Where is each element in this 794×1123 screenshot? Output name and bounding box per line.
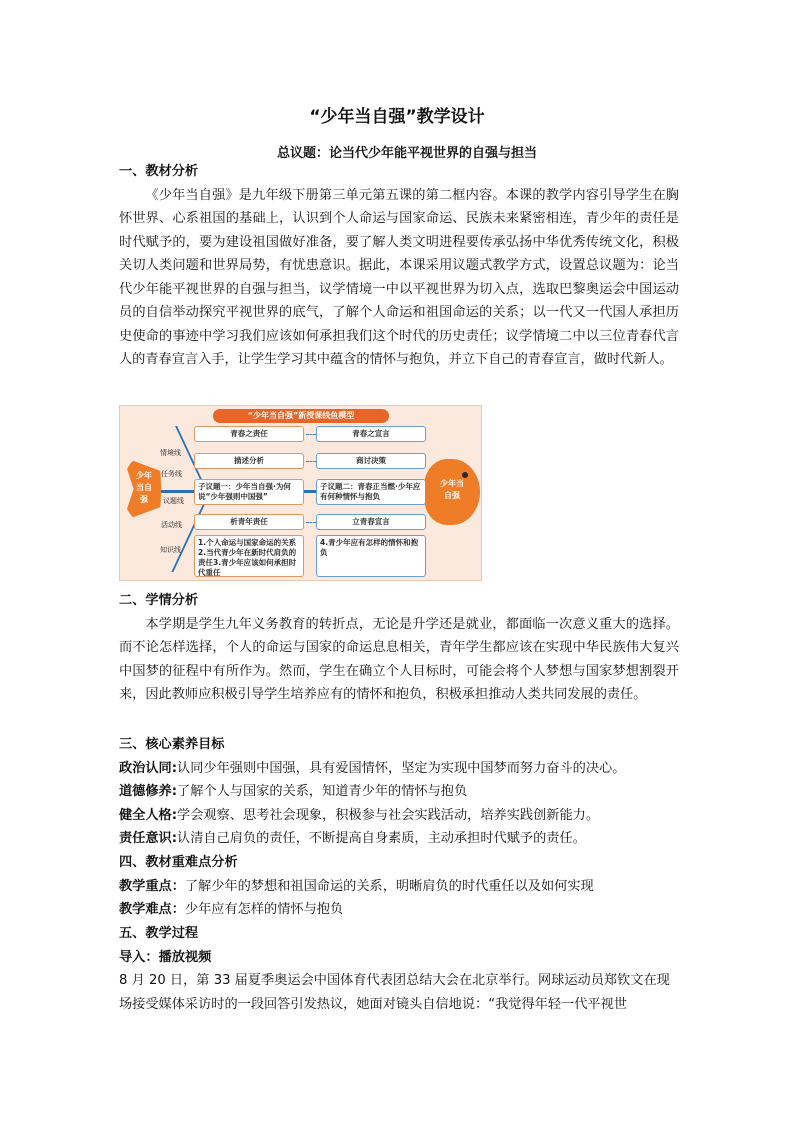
figure-banner: “少年当自强”新授课线鱼模型 [213,409,389,423]
goal-label: 责任意识: [119,831,178,846]
fishbone-diagram-figure [119,405,482,581]
label-yiti: 议题线 [163,497,184,505]
box-analyze-youth-duty: 析青年责任 [194,514,304,530]
fish-tail-label: 少年当自强 [440,479,464,500]
box-sub-topic-one: 子议题一：少年当自强·为何说“少年强则中国强” [194,479,304,505]
goal-item [119,757,679,781]
section-heading: 四、教材重难点分析 [119,855,238,870]
label-huodong: 活动线 [161,521,182,529]
key-point-label: 教学重点： [119,878,185,894]
goal-text: 认清自己肩负的责任，不断提高自身素质，主动承担时代赋予的责任。 [177,831,586,846]
section-heading: 一、教材分析 [119,164,199,179]
goal-item [119,780,679,804]
goal-item [119,804,679,828]
label-renwu: 任务线 [161,470,182,478]
box-youth-responsibility: 青春之责任 [194,426,304,442]
box-discuss-decide: 商讨决策 [316,453,426,469]
section-heading: 五、教学过程 [119,926,199,941]
goal-item [119,827,679,851]
goal-label: 政治认同: [119,760,178,776]
intro-value: 播放视频 [158,949,212,965]
section-paragraph: 本学期是学生九年义务教育的转折点，无论是升学还是就业，都面临一次意义重大的选择。而不论怎样选择，个人的命运与国家的命运息息相关，青年学生都应该在实现中华民族伟大复兴中国梦的征程中有所作为。然而，学生在确立个人目标时，可能会将个人梦想与国家梦想割裂开来，因此教师应积极引导学生培养应有的情怀和抱负，积极承担推动人类共同发展的责任。 [119,616,679,702]
dash-connector [306,522,316,523]
intro-label: 导入： [119,949,159,965]
dash-connector [306,434,316,435]
box-sub-topic-two: 子议题二：青春正当燃·少年应有何种情怀与抱负 [316,479,426,505]
section-student-analysis [119,589,679,707]
key-point-item [119,898,679,922]
section-paragraph: 《少年当自强》是九年级下册第三单元第五课的第二框内容。本课的教学内容引导学生在胸怀世界、心系祖国的基础上，认识到个人命运与国家命运、民族未来紧密相连，青少年的责任是时代赋予的，要为建设祖国做好准备，要了解人类文明进程要传承弘扬中华优秀传统文化，积极关切人类问题和世界局势，有忧患意识。据此，本课采用议题式教学方式，设置总议题为：论当代少年能平视世界的自强与担当，议学情境一中以平视世界为切入点，选取巴黎奥运会中国运动员的自信举动探究平视世界的底气，了解个人命运和祖国命运的关系；以一代又一代国人承担历史使命的事迹中学习我们应该如何承担我们这个时代的历史责任；议学情境二中以三位青春代言人的青春宣言入手，让学生学习其中蕴含的情怀与抱负，并立下自己的青春宣言，做时代新人。 [119,187,679,367]
goal-text: 了解个人与国家的关系，知道青少年的情怀与抱负 [177,784,468,799]
intro-line [119,946,679,970]
goal-label: 健全人格: [119,807,178,823]
key-point-text: 了解少年的梦想和祖国命运的关系，明晰肩负的时代重任以及如何实现 [184,878,594,894]
section-textbook-analysis [119,160,679,372]
section-core-goals [119,733,679,851]
page-subtitle: 总议题：论当代少年能平视世界的自强与担当 [276,146,537,161]
box-knowledge-point-4: 4.青少年应有怎样的情怀和抱负 [316,535,426,577]
key-point-text: 少年应有怎样的情怀与抱负 [184,902,344,917]
section-key-difficult-points [119,851,679,922]
goal-text: 学会观察、思考社会现象，积极参与社会实践活动，培养实践创新能力。 [177,807,600,823]
box-describe-analyze: 描述分析 [194,453,304,469]
key-point-item [119,875,679,899]
label-zhishi: 知识线 [160,546,181,554]
box-knowledge-points-1-3: 1.个人命运与国家命运的关系2.当代青少年在新时代肩负的责任3.青少年应该如何承担时代重任 [194,535,304,577]
section-heading: 二、学情分析 [119,593,199,608]
section-paragraph: 8 月 20 日，第 33 届夏季奥运会中国体育代表团总结大会在北京举行。网球运动员郑钦文在现场接受媒体采访时的一段回答引发热议，她面对镜头自信地说：“我觉得年轻一代平视世 [119,973,670,1012]
goal-text: 认同少年强则中国强，具有爱国情怀，坚定为实现中国梦而努力奋斗的决心。 [177,760,626,776]
fish-head-label: 少年当自强 [136,471,152,504]
section-teaching-process [119,922,679,1016]
goal-label: 道德修养: [119,784,178,799]
key-point-label: 教学难点： [119,902,185,917]
dash-connector [306,461,316,462]
box-youth-declaration: 青春之宣言 [316,426,426,442]
label-qingjing: 情境线 [160,449,181,457]
page-title: “少年当自强”教学设计 [309,107,485,127]
box-make-declaration: 立青春宣言 [316,514,426,530]
section-heading: 三、核心素养目标 [119,737,225,752]
